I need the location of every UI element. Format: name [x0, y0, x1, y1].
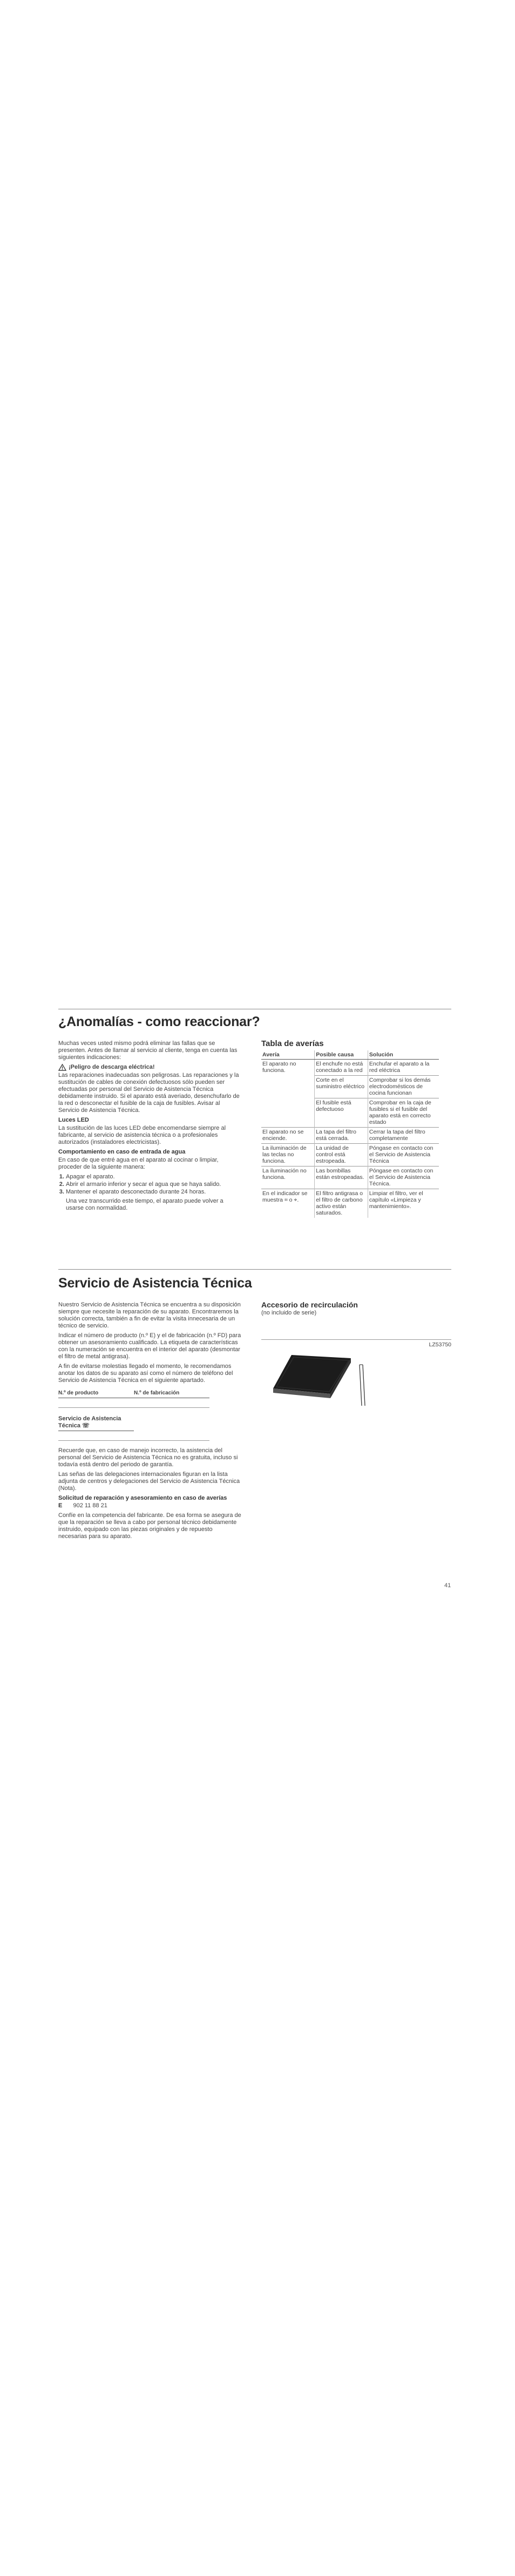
service-phone-line: [58, 1433, 209, 1441]
table-header-row: [261, 1050, 439, 1060]
recirculation-module-image: [270, 1351, 383, 1410]
section-title-anomalias: ¿Anomalías - como reaccionar?: [58, 1014, 260, 1029]
service-paragraph: A fin de evitarse molestias llegado el momento, le recomendamos anotar los datos de su aparato así como el número de teléfono del Servicio de Asistencia Técnica en el siguiente apartado.: [58, 1363, 233, 1384]
warning-text: Las reparaciones inadecuadas son peligrosas. Las reparaciones y la sustitución de cables de conexión defectuosos sólo pueden ser efectuadas por personal del Servicio de Asistencia Técnica debidamente instruido. Si el aparato está averiado, desenchufarlo de la red o desconectar el fusible de la caja de fusibles. Avisar al Servicio de Asistencia Técnica.: [58, 1072, 240, 1114]
list-item: 2. Abrir el armario inferior y secar el agua que se haya salido.: [66, 1181, 242, 1188]
table-row: [261, 1166, 439, 1189]
list-item: 3. Mantener el aparato desconectado durante 24 horas.: [66, 1189, 242, 1196]
table-header-cell: Avería: [261, 1050, 315, 1060]
accessory-title: Accesorio de recirculación: [261, 1300, 358, 1309]
table-row: [261, 1189, 439, 1218]
after-steps-text: Una vez transcurrido este tiempo, el aparato puede volver a usarse con normalidad.: [66, 1198, 223, 1211]
table-cell: El aparato no se enciende.: [261, 1128, 315, 1144]
accessory-column: [261, 1302, 451, 1319]
service-paragraph: Indicar el número de producto (n.º E) y el de fabricación (n.º FD) para obtener un asesoramiento cualificado. La etiqueta de características con la numeración se encuentra en el interior del aparato (desmontar el filtro de metal antigrasa).: [58, 1332, 241, 1360]
service-paragraph: Recuerde que, en caso de manejo incorrecto, la asistencia del personal del Servicio de Asistencia Técnica no es gratuita, incluso si todavía está dentro del periodo de garantía.: [58, 1447, 238, 1468]
table-cell: La iluminación no funciona.: [261, 1166, 315, 1189]
service-paragraph: Las señas de las delegaciones internacionales figuran en la lista adjunta de centros y delegaciones del Servicio de Asistencia Técnica (Nota).: [58, 1471, 240, 1492]
table-header-cell: N.º de producto: [58, 1390, 99, 1396]
fault-table-column: [261, 1040, 451, 1218]
table-row: [261, 1144, 439, 1166]
table-cell: La unidad de control está estropeada.: [315, 1144, 368, 1166]
product-number-table: [58, 1390, 209, 1408]
list-item: 1. Apagar el aparato.: [66, 1174, 242, 1181]
service-phone-label: Servicio de Asistencia Técnica ☏: [58, 1415, 134, 1431]
table-cell: Cerrar la tapa del filtro completamente: [368, 1128, 439, 1144]
accessory-figure: [261, 1339, 451, 1421]
table-header-row: [58, 1390, 209, 1398]
accessory-subtitle: (no incluido de serie): [261, 1310, 317, 1316]
table-header-cell: N.º de fabricación: [134, 1390, 180, 1396]
section-title-servicio: Servicio de Asistencia Técnica: [58, 1276, 252, 1291]
intro-text: Muchas veces usted mismo podrá eliminar las fallas que se presenten. Antes de llamar al servicio al cliente, tenga en cuenta las siguientes indicaciones:: [58, 1040, 238, 1061]
anomalias-column: [58, 1040, 242, 1215]
service-paragraph: Nuestro Servicio de Asistencia Técnica se encuentra a su disposición siempre que necesite la reparación de su aparato. Encontraremos la solución correcta, también a fin de evitar la visita innecesaria de un técnico de servicio.: [58, 1302, 241, 1329]
table-row: [261, 1128, 439, 1144]
table-cell: Póngase en contacto con el Servicio de Asistencia Técnica.: [368, 1166, 439, 1189]
led-title: Luces LED: [58, 1117, 89, 1123]
table-cell: El aparato no funciona.: [261, 1060, 315, 1076]
table-cell: [261, 1076, 315, 1098]
table-cell: Limpiar el filtro, ver el capítulo «Limpieza y mantenimiento».: [368, 1189, 439, 1218]
table-header-cell: Solución: [368, 1050, 439, 1060]
table-cell: [261, 1098, 315, 1128]
table-header-cell: Posible causa: [315, 1050, 368, 1060]
table-cell: Comprobar si los demás electrodomésticos de cocina funcionan: [368, 1076, 439, 1098]
table-cell: El enchufe no está conectado a la red: [315, 1060, 368, 1076]
section-rule-service: [58, 1269, 451, 1270]
accessory-code: LZ53750: [429, 1341, 451, 1348]
table-cell: Comprobar en la caja de fusibles si el fusible del aparato está en correcto estado: [368, 1098, 439, 1128]
servicio-column: [58, 1302, 242, 1543]
water-text: En caso de que entré agua en el aparato al cocinar o limpiar, proceder de la siguiente manera:: [58, 1157, 219, 1170]
table-cell: Póngase en contacto con el Servicio de Asistencia Técnica: [368, 1144, 439, 1166]
request-title: Solicitud de reparación y asesoramiento en caso de averías: [58, 1495, 227, 1501]
table-cell: La tapa del filtro está cerrada.: [315, 1128, 368, 1144]
phone-country: E: [58, 1502, 63, 1509]
warning-triangle-icon: [58, 1064, 66, 1071]
led-text: La sustitución de las luces LED debe encomendarse siempre al fabricante, al servicio de asistencia técnica o a profesionales autorizados (instaladores electricistas).: [58, 1125, 226, 1145]
water-title: Comportamiento en caso de entrada de agua: [58, 1149, 186, 1155]
table-cell: En el indicador se muestra ⌗ o ⌖.: [261, 1189, 315, 1218]
table-row: [58, 1398, 209, 1408]
table-cell: Las bombillas están estropeadas.: [315, 1166, 368, 1189]
page-number: 41: [444, 1582, 451, 1589]
table-cell: El filtro antigrasa o el filtro de carbono activo están saturados.: [315, 1189, 368, 1218]
warning-heading: [58, 1064, 242, 1071]
table-row: [261, 1076, 439, 1098]
table-cell: El fusible está defectuoso: [315, 1098, 368, 1128]
service-paragraph: Confíe en la competencia del fabricante. De esa forma se asegura de que la reparación se lleva a cabo por personal técnico debidamente instruido, equipado con las piezas originales y de repuesto necesarias para su aparato.: [58, 1512, 241, 1540]
fault-table-title: Tabla de averías: [261, 1039, 324, 1048]
table-row: [261, 1060, 439, 1076]
table-row: [261, 1098, 439, 1128]
water-steps-list: [58, 1174, 242, 1196]
phone-number: 902 11 88 21: [73, 1502, 107, 1509]
table-cell: Corte en el suministro eléctrico: [315, 1076, 368, 1098]
warning-title: ¡Peligro de descarga eléctrica!: [69, 1064, 155, 1070]
table-cell: Enchufar el aparato a la red eléctrica: [368, 1060, 439, 1076]
fault-table: [261, 1050, 439, 1218]
table-cell: La iluminación de las teclas no funciona.: [261, 1144, 315, 1166]
